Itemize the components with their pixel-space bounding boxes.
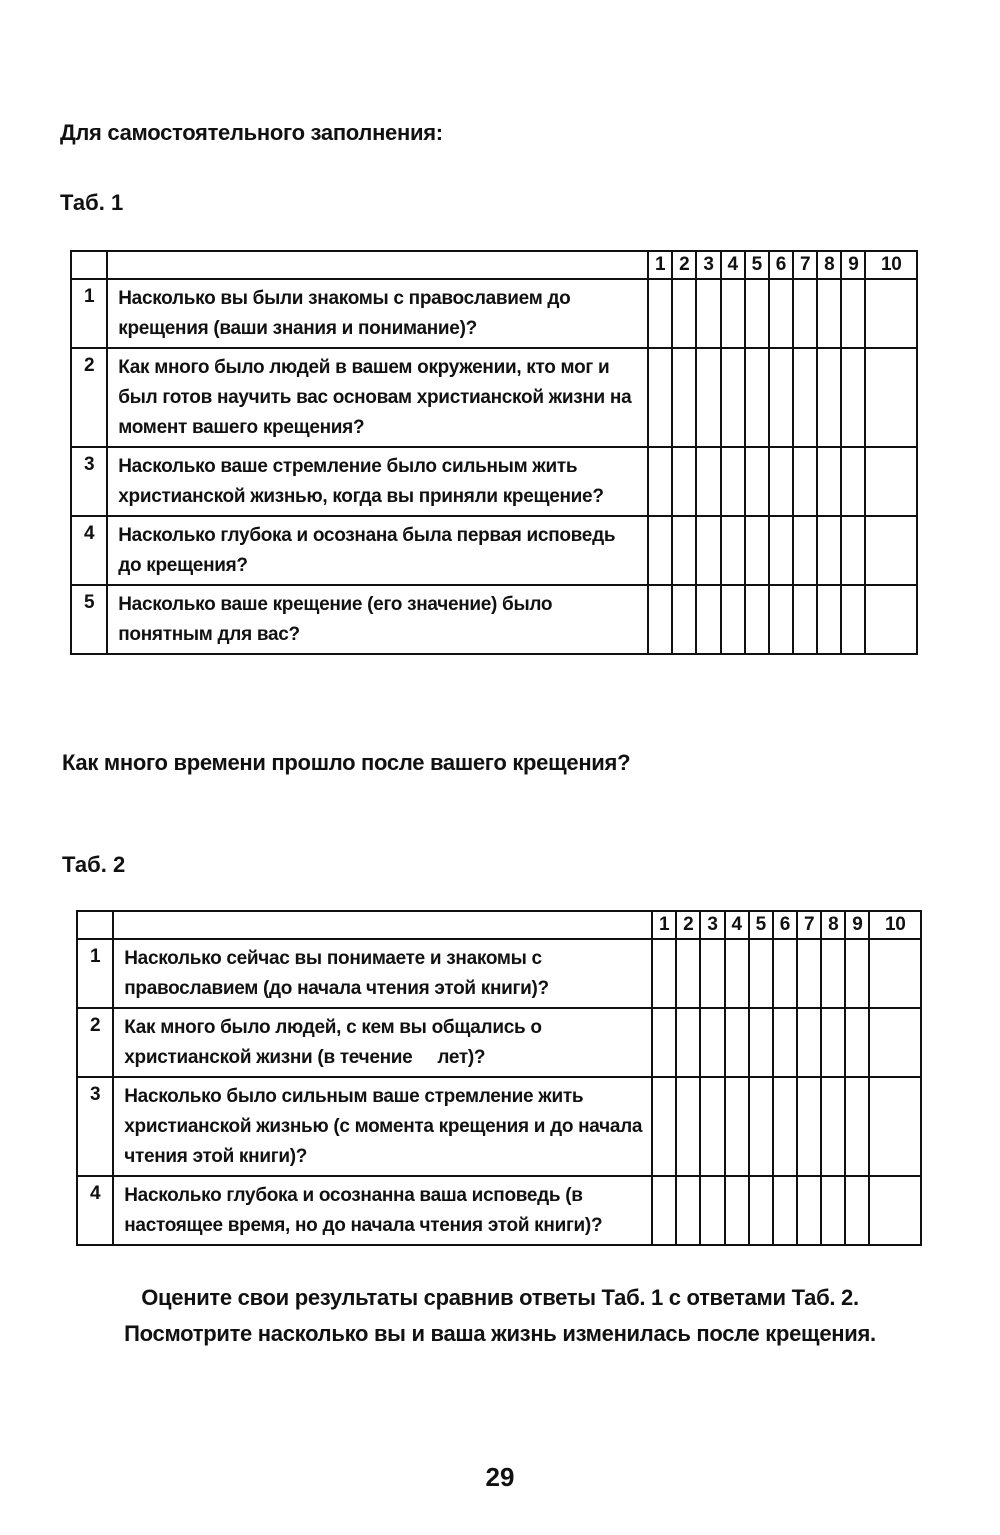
rating-cell[interactable] [821, 1077, 845, 1176]
rating-cell[interactable] [700, 939, 724, 1008]
rating-cell[interactable] [725, 939, 749, 1008]
table1-scale-label: 3 [696, 251, 720, 279]
table1-caption: Таб. 1 [60, 190, 124, 215]
row-question: Насколько глубока и осознанна ваша исповедь (в настоящее время, но до начала чтения этой книги)? [113, 1176, 652, 1245]
rating-cell[interactable] [841, 348, 865, 447]
rating-cell[interactable] [869, 1008, 921, 1077]
row-question: Как много было людей, с кем вы общались о христианской жизни (в течение лет)? [113, 1008, 652, 1077]
rating-cell[interactable] [672, 585, 696, 654]
rating-cell[interactable] [841, 585, 865, 654]
rating-cell[interactable] [821, 939, 845, 1008]
rating-cell[interactable] [797, 1176, 821, 1245]
rating-cell[interactable] [769, 348, 793, 447]
table2-row [77, 939, 921, 1008]
rating-cell[interactable] [845, 939, 869, 1008]
table1-header-question [107, 251, 648, 279]
table2-scale-label: 6 [773, 911, 797, 939]
rating-cell[interactable] [648, 348, 672, 447]
page-number: 29 [485, 1462, 515, 1492]
rating-cell[interactable] [676, 1176, 700, 1245]
rating-cell[interactable] [773, 1176, 797, 1245]
intro-heading: Для самостоятельного заполнения: [60, 120, 443, 145]
table1-row [71, 516, 917, 585]
table2-scale-label: 2 [676, 911, 700, 939]
rating-cell[interactable] [745, 447, 769, 516]
table2-row [77, 1176, 921, 1245]
rating-cell[interactable] [652, 1176, 676, 1245]
row-number: 2 [77, 1008, 113, 1077]
table1-row [71, 447, 917, 516]
rating-cell[interactable] [672, 348, 696, 447]
rating-cell[interactable] [721, 447, 745, 516]
rating-cell[interactable] [841, 279, 865, 348]
table1-scale-label: 1 [648, 251, 672, 279]
rating-cell[interactable] [869, 1176, 921, 1245]
rating-cell[interactable] [793, 516, 817, 585]
row-number: 4 [71, 516, 107, 585]
row-question: Насколько ваше стремление было сильным жить христианской жизнью, когда вы приняли крещение? [107, 447, 648, 516]
rating-cell[interactable] [745, 516, 769, 585]
table2-scale-label: 1 [652, 911, 676, 939]
table1-scale-label: 4 [721, 251, 745, 279]
rating-cell[interactable] [845, 1008, 869, 1077]
rating-cell[interactable] [865, 279, 917, 348]
rating-cell[interactable] [652, 1008, 676, 1077]
table2-header-row [77, 911, 921, 939]
footer-line-1: Оцените свои результаты сравнив ответы Таб. 1 с ответами Таб. 2. [141, 1285, 859, 1310]
rating-cell[interactable] [769, 279, 793, 348]
rating-cell[interactable] [696, 279, 720, 348]
table2-scale-label: 8 [821, 911, 845, 939]
rating-cell[interactable] [700, 1176, 724, 1245]
row-question: Насколько было сильным ваше стремление жить христианской жизнью (с момента крещения и до начала чтения этой книги)? [113, 1077, 652, 1176]
table2-scale-label: 4 [725, 911, 749, 939]
rating-cell[interactable] [696, 516, 720, 585]
rating-cell[interactable] [793, 279, 817, 348]
rating-cell[interactable] [841, 516, 865, 585]
row-question: Насколько вы были знакомы с православием до крещения (ваши знания и понимание)? [107, 279, 648, 348]
rating-cell[interactable] [725, 1176, 749, 1245]
rating-cell[interactable] [676, 1008, 700, 1077]
rating-cell[interactable] [725, 1008, 749, 1077]
rating-cell[interactable] [773, 1077, 797, 1176]
table2-scale-label: 5 [749, 911, 773, 939]
rating-cell[interactable] [793, 447, 817, 516]
rating-cell[interactable] [648, 447, 672, 516]
table2 [76, 910, 922, 1246]
rating-cell[interactable] [865, 585, 917, 654]
rating-cell[interactable] [696, 348, 720, 447]
rating-cell[interactable] [745, 348, 769, 447]
row-question: Насколько ваше крещение (его значение) было понятным для вас? [107, 585, 648, 654]
row-question: Насколько глубока и осознана была первая исповедь до крещения? [107, 516, 648, 585]
rating-cell[interactable] [721, 516, 745, 585]
row-number: 5 [71, 585, 107, 654]
row-number: 1 [77, 939, 113, 1008]
rating-cell[interactable] [817, 516, 841, 585]
footer-line-2: Посмотрите насколько вы и ваша жизнь изменилась после крещения. [124, 1321, 876, 1346]
rating-cell[interactable] [821, 1176, 845, 1245]
rating-cell[interactable] [672, 516, 696, 585]
rating-cell[interactable] [725, 1077, 749, 1176]
table1-header-row [71, 251, 917, 279]
rating-cell[interactable] [749, 1077, 773, 1176]
rating-cell[interactable] [865, 516, 917, 585]
rating-cell[interactable] [845, 1176, 869, 1245]
rating-cell[interactable] [721, 279, 745, 348]
rating-cell[interactable] [749, 1008, 773, 1077]
rating-cell[interactable] [817, 447, 841, 516]
table1-scale-label: 7 [793, 251, 817, 279]
rating-cell[interactable] [769, 447, 793, 516]
rating-cell[interactable] [769, 516, 793, 585]
table1-scale-label: 9 [841, 251, 865, 279]
rating-cell[interactable] [652, 939, 676, 1008]
rating-cell[interactable] [793, 348, 817, 447]
rating-cell[interactable] [648, 585, 672, 654]
table1-header-num [71, 251, 107, 279]
rating-cell[interactable] [676, 1077, 700, 1176]
row-number: 1 [71, 279, 107, 348]
row-number: 2 [71, 348, 107, 447]
rating-cell[interactable] [745, 585, 769, 654]
rating-cell[interactable] [700, 1077, 724, 1176]
rating-cell[interactable] [749, 939, 773, 1008]
rating-cell[interactable] [865, 447, 917, 516]
table2-scale-label: 7 [797, 911, 821, 939]
table2-scale-label: 10 [869, 911, 921, 939]
table1-row [71, 279, 917, 348]
rating-cell[interactable] [672, 279, 696, 348]
rating-cell[interactable] [721, 348, 745, 447]
rating-cell[interactable] [745, 279, 769, 348]
rating-cell[interactable] [676, 939, 700, 1008]
table2-scale-label: 3 [700, 911, 724, 939]
table1-scale-label: 2 [672, 251, 696, 279]
row-number: 4 [77, 1176, 113, 1245]
row-question: Как много было людей в вашем окружении, кто мог и был готов научить вас основам христианской жизни на момент вашего крещения? [107, 348, 648, 447]
table1-row [71, 585, 917, 654]
rating-cell[interactable] [865, 348, 917, 447]
rating-cell[interactable] [869, 939, 921, 1008]
row-question: Насколько сейчас вы понимаете и знакомы с православием (до начала чтения этой книги)? [113, 939, 652, 1008]
table1-scale-label: 8 [817, 251, 841, 279]
table2-header-question [113, 911, 652, 939]
table1-scale-label: 6 [769, 251, 793, 279]
table2-scale-label: 9 [845, 911, 869, 939]
table1-row [71, 348, 917, 447]
table2-row [77, 1077, 921, 1176]
table2-header-num [77, 911, 113, 939]
rating-cell[interactable] [721, 585, 745, 654]
footer-instruction [0, 1280, 1000, 1352]
rating-cell[interactable] [817, 348, 841, 447]
rating-cell[interactable] [817, 279, 841, 348]
row-number: 3 [77, 1077, 113, 1176]
rating-cell[interactable] [652, 1077, 676, 1176]
rating-cell[interactable] [797, 1008, 821, 1077]
rating-cell[interactable] [797, 939, 821, 1008]
rating-cell[interactable] [696, 585, 720, 654]
rating-cell[interactable] [817, 585, 841, 654]
rating-cell[interactable] [672, 447, 696, 516]
table1 [70, 250, 918, 655]
rating-cell[interactable] [793, 585, 817, 654]
rating-cell[interactable] [749, 1176, 773, 1245]
rating-cell[interactable] [648, 516, 672, 585]
table1-scale-label: 10 [865, 251, 917, 279]
rating-cell[interactable] [648, 279, 672, 348]
time-since-baptism-question: Как много времени прошло после вашего крещения? [62, 750, 631, 775]
table2-row [77, 1008, 921, 1077]
table1-scale-label: 5 [745, 251, 769, 279]
rating-cell[interactable] [773, 939, 797, 1008]
rating-cell[interactable] [797, 1077, 821, 1176]
rating-cell[interactable] [700, 1008, 724, 1077]
rating-cell[interactable] [696, 447, 720, 516]
rating-cell[interactable] [841, 447, 865, 516]
rating-cell[interactable] [773, 1008, 797, 1077]
rating-cell[interactable] [769, 585, 793, 654]
rating-cell[interactable] [869, 1077, 921, 1176]
table2-caption: Таб. 2 [62, 852, 126, 877]
rating-cell[interactable] [845, 1077, 869, 1176]
rating-cell[interactable] [821, 1008, 845, 1077]
row-number: 3 [71, 447, 107, 516]
